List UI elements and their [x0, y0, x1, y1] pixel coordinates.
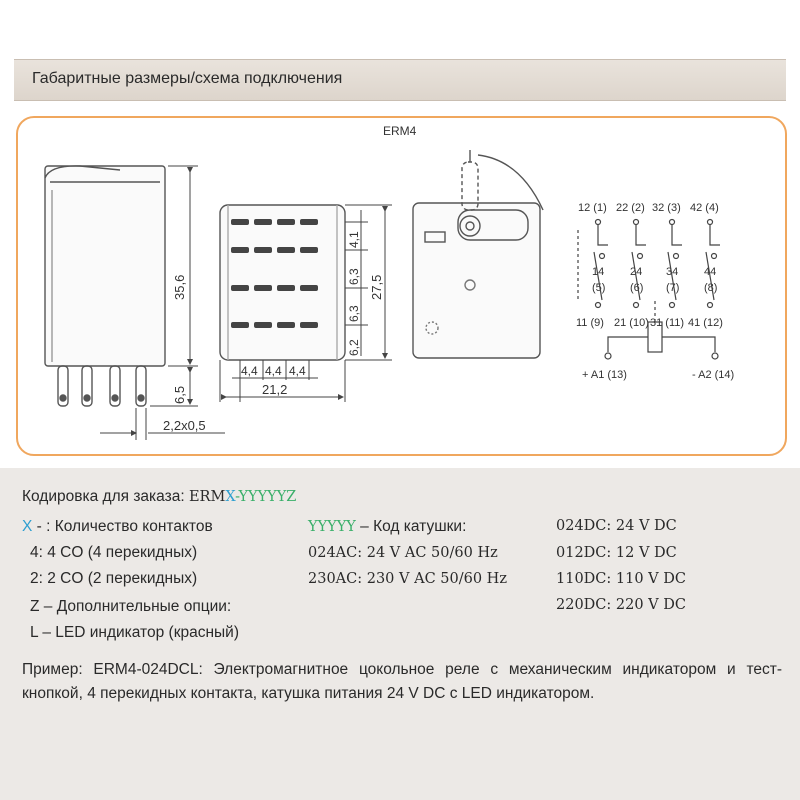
pin-4-4 — [300, 322, 318, 328]
contact-nc-line-1 — [598, 225, 608, 245]
pin-1-3 — [277, 219, 295, 225]
schematic-bottom-label-1: 11 (9) — [576, 317, 604, 329]
section-title: Габаритные размеры/схема подключения — [32, 70, 343, 87]
coil-dc-3: 110DC: 110 V DC — [556, 571, 686, 587]
pin-2-3 — [277, 247, 295, 253]
contact-no-2 — [638, 254, 643, 259]
y-symbol: YYYYY — [308, 519, 356, 535]
pin-2-4 — [300, 247, 318, 253]
schematic-mid-label-1: 14 — [592, 266, 605, 278]
dim-pin-size: 2,2x0,5 — [163, 418, 206, 433]
contact-no-1 — [600, 254, 605, 259]
contact-nc-line-3 — [672, 225, 682, 245]
pin-4-1 — [231, 322, 249, 328]
x-option-2: 2: 2 CO (2 перекидных) — [30, 570, 198, 587]
contact-no-4 — [712, 254, 717, 259]
model-label: ERM4 — [383, 124, 417, 138]
order-code-title: Кодировка для заказа: — [22, 488, 185, 505]
pin-3-1 — [231, 285, 249, 291]
contact-com-4 — [708, 303, 713, 308]
schematic-mid-pin-3: (7) — [666, 282, 680, 294]
contact-nc-3 — [670, 220, 675, 225]
z-description: Z – Дополнительные опции: — [30, 598, 232, 615]
pin-1-2 — [254, 219, 272, 225]
dim-width: 21,2 — [262, 382, 288, 397]
relay-bottom-view — [220, 205, 345, 360]
order-code-base: ERM — [188, 489, 226, 505]
contact-com-3 — [670, 303, 675, 308]
schematic-bottom-label-3: 31 (11) — [650, 317, 685, 329]
relay-front-view — [413, 150, 543, 358]
example-paragraph: Пример: ERM4-024DCL: Электромагнитное цокольное реле с механическим индикатором и тест-кнопкой, 4 перекидных контакта, катушка питания 24 V DC с LED индикатором. — [22, 661, 782, 702]
coil-plus-label: + A1 (13) — [582, 369, 627, 381]
coil-dc-2: 012DC: 12 V DC — [556, 545, 677, 561]
coil-minus-label: - A2 (14) — [692, 369, 735, 381]
pin-3-3 — [277, 285, 295, 291]
schematic-bottom-label-2: 21 (10) — [614, 317, 649, 329]
order-code-rest: -YYYYYZ — [235, 489, 297, 505]
y-desc: – Код катушки: — [355, 518, 467, 535]
dim-total-v: 27,5 — [369, 274, 384, 300]
coil-ac-2: 230AC: 230 V AC 50/60 Hz — [308, 571, 507, 587]
contact-nc-4 — [708, 220, 713, 225]
coil-wire-minus — [662, 337, 715, 352]
coil-dc-1: 024DC: 24 V DC — [556, 518, 677, 534]
dim-pitch-a: 4,4 — [241, 364, 258, 378]
pin-1-4 — [300, 219, 318, 225]
schematic-top-label-4: 42 (4) — [690, 202, 719, 214]
pin-2-2 — [254, 247, 272, 253]
wiring-schematic — [576, 202, 723, 359]
order-code-line — [22, 488, 296, 506]
contact-nc-line-2 — [636, 225, 646, 245]
coil-dc-4: 220DC: 220 V DC — [556, 597, 686, 613]
dim-v4: 6,2 — [347, 339, 361, 356]
pin-4-2 — [254, 322, 272, 328]
schematic-mid-pin-2: (6) — [630, 282, 644, 294]
contact-nc-1 — [596, 220, 601, 225]
y-description — [308, 518, 466, 536]
schematic-mid-pin-4: (8) — [704, 282, 718, 294]
pin-3-2 — [254, 285, 272, 291]
pin-1-1 — [231, 219, 249, 225]
terminal-a2 — [712, 353, 718, 359]
order-code-x: X — [225, 489, 236, 505]
l-description: L – LED индикатор (красный) — [30, 624, 239, 641]
schematic-mid-label-2: 24 — [630, 266, 643, 278]
dim-pin-length: 6,5 — [172, 385, 187, 404]
contact-nc-line-4 — [710, 225, 720, 245]
x-option-4: 4: 4 CO (4 перекидных) — [30, 544, 198, 561]
x-desc: - : Количество контактов — [32, 518, 213, 535]
x-symbol: X — [22, 518, 33, 535]
dim-v1: 4,1 — [347, 231, 361, 248]
contact-nc-2 — [634, 220, 639, 225]
schematic-bottom-label-4: 41 (12) — [688, 317, 723, 329]
relay-side-view — [45, 166, 165, 406]
coil-wire-plus — [608, 337, 648, 352]
dim-v2: 6,3 — [347, 268, 361, 285]
schematic-mid-label-4: 44 — [704, 266, 717, 278]
terminal-a1 — [605, 353, 611, 359]
coil-ac-1: 024AC: 24 V AC 50/60 Hz — [308, 545, 498, 561]
contact-com-2 — [634, 303, 639, 308]
schematic-top-label-3: 32 (3) — [652, 202, 681, 214]
schematic-mid-label-3: 34 — [666, 266, 679, 278]
pin-2-1 — [231, 247, 249, 253]
dim-pitch-c: 4,4 — [289, 364, 306, 378]
dim-v3: 6,3 — [347, 305, 361, 322]
contact-no-3 — [674, 254, 679, 259]
pin-4-3 — [277, 322, 295, 328]
schematic-top-label-2: 22 (2) — [616, 202, 645, 214]
dim-height: 35,6 — [172, 274, 187, 300]
x-description — [22, 518, 213, 536]
contact-com-1 — [596, 303, 601, 308]
dim-pitch-b: 4,4 — [265, 364, 282, 378]
schematic-mid-pin-1: (5) — [592, 282, 606, 294]
pin-3-4 — [300, 285, 318, 291]
schematic-top-label-1: 12 (1) — [578, 202, 607, 214]
